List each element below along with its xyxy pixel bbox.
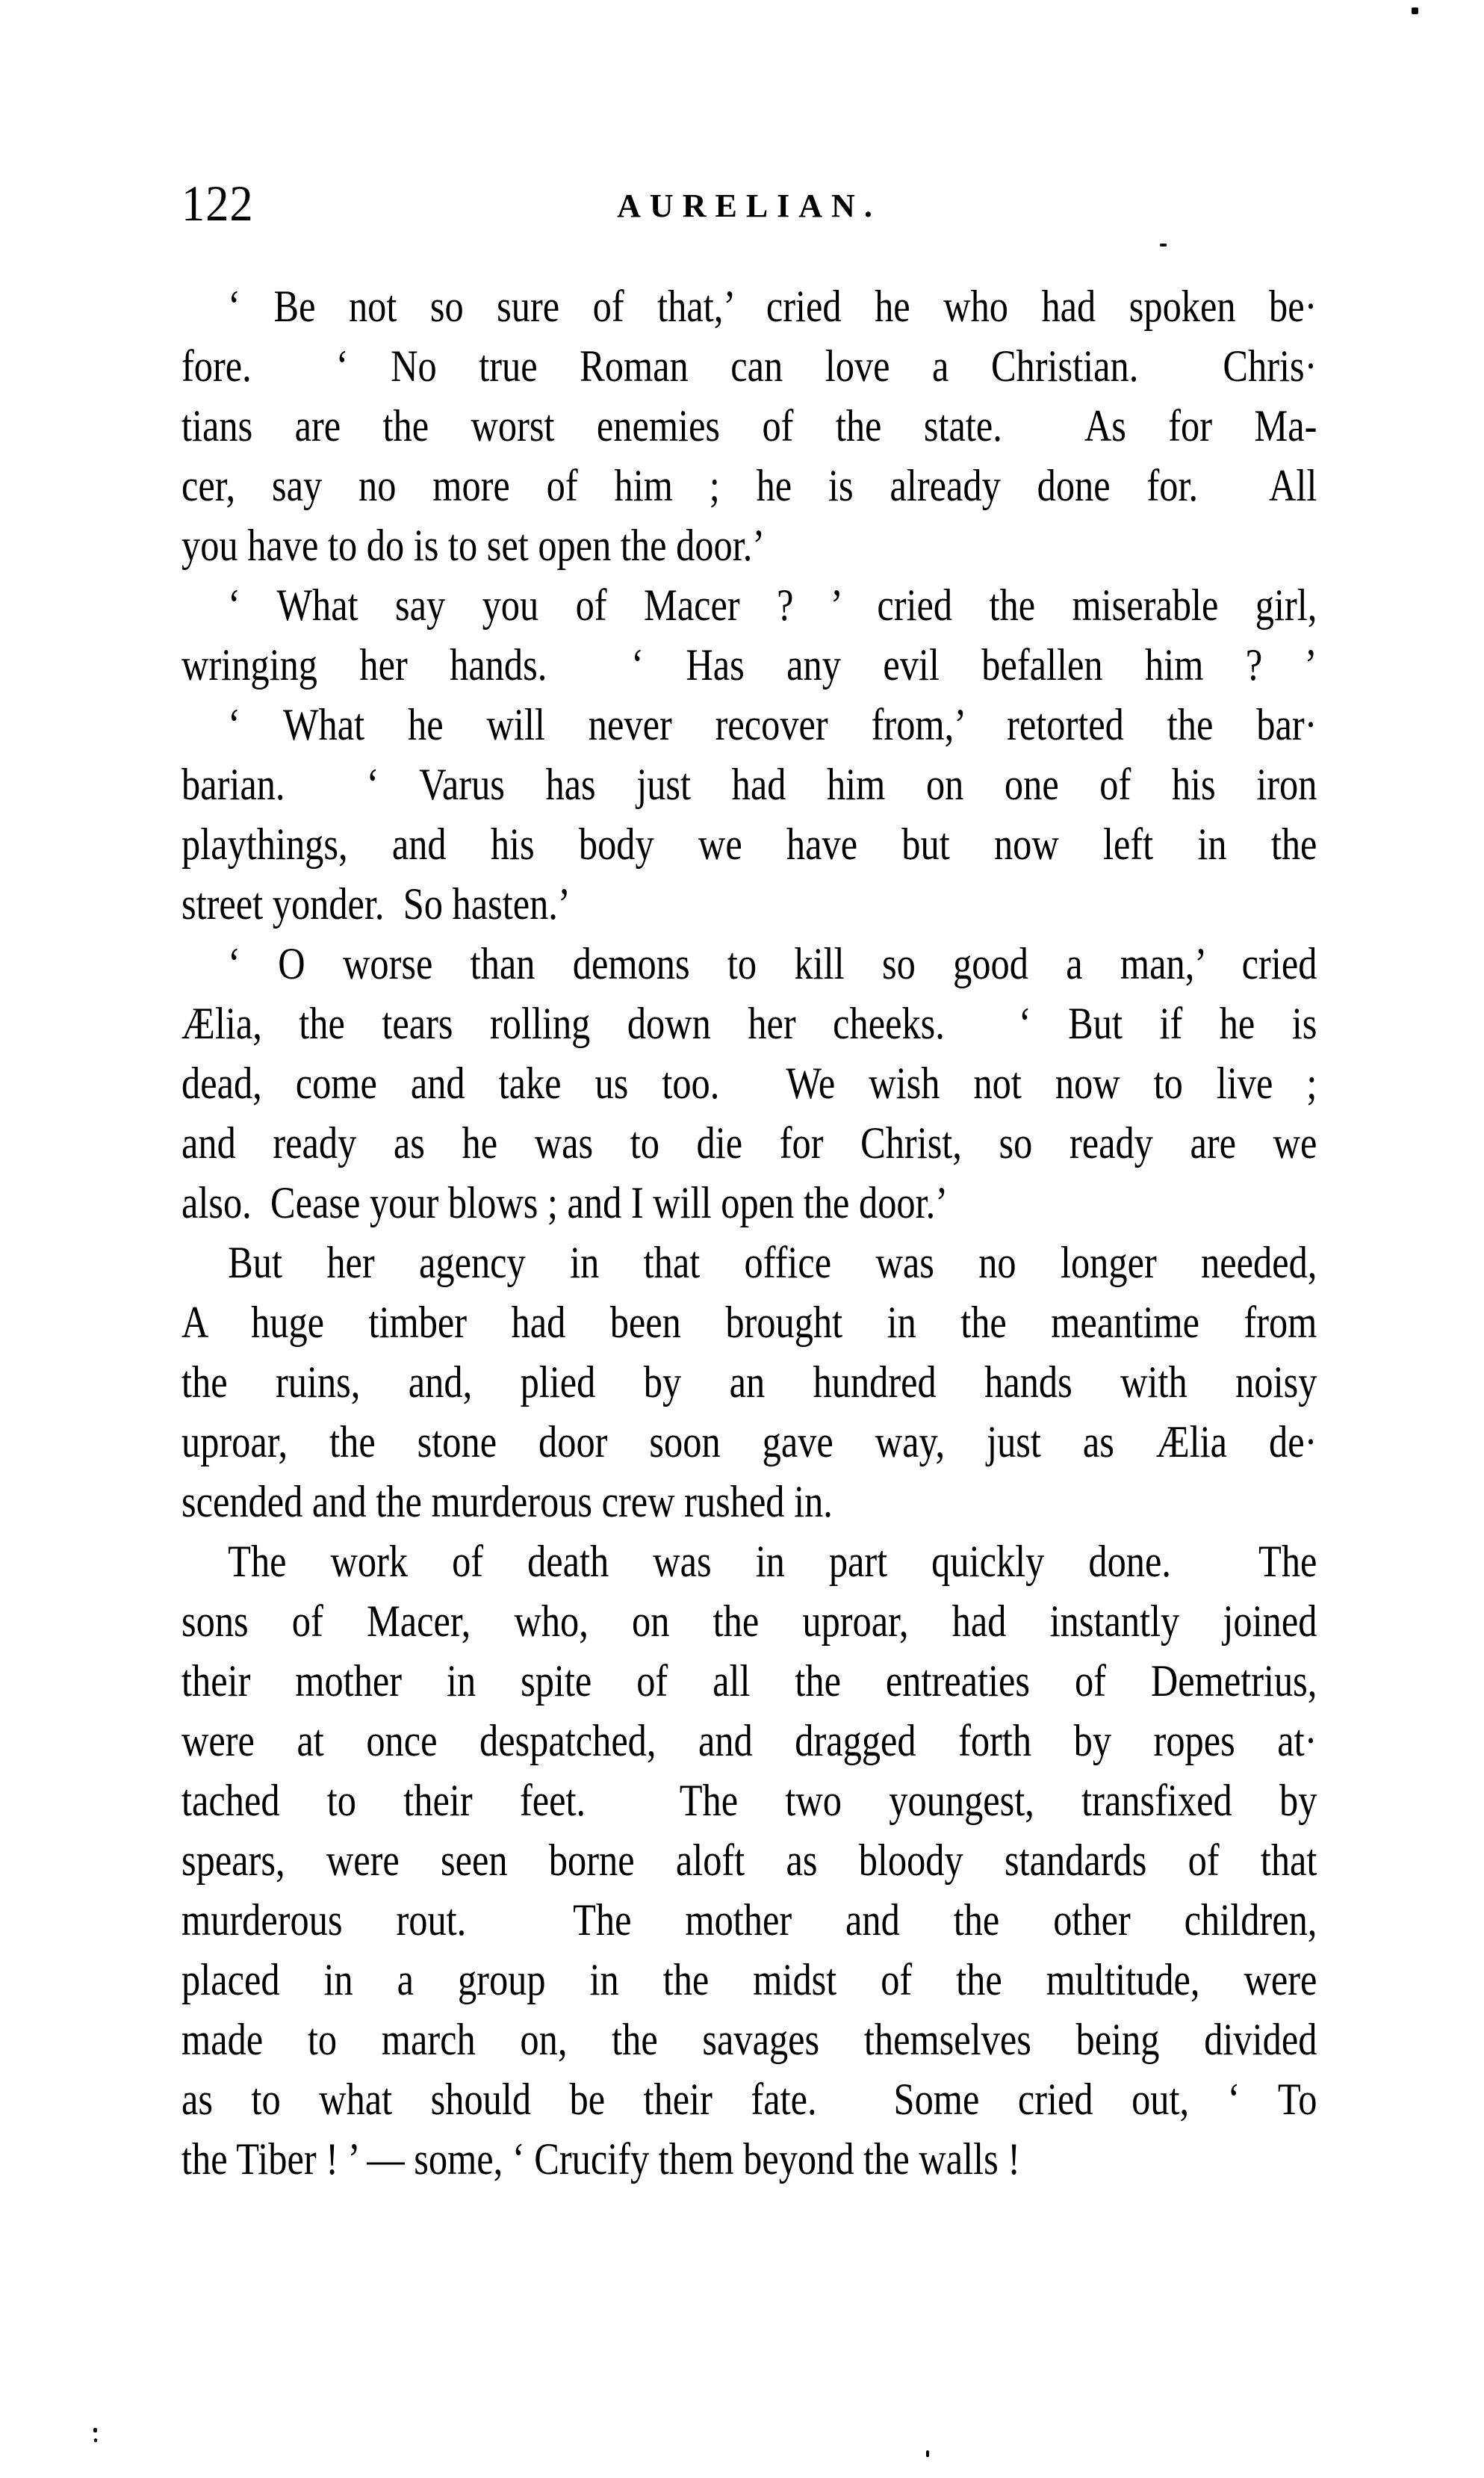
text-line: dead, come and take us too. We wish not now to live ; xyxy=(181,1059,1317,1108)
text-line: fore. ‘ No true Roman can love a Christian. Chris· xyxy=(181,341,1317,391)
text-line: Ælia, the tears rolling down her cheeks. ‘ But if he is xyxy=(181,999,1317,1048)
text-line: you have to do is to set open the door.’ xyxy=(181,521,766,570)
text-line: ‘ What say you of Macer ? ’ cried the miserable girl, xyxy=(228,580,1317,630)
text-line: and ready as he was to die for Christ, so ready are we xyxy=(181,1118,1317,1168)
text-line: as to what should be their fate. Some cried out, ‘ To xyxy=(181,2075,1317,2124)
text-line: uproar, the stone door soon gave way, just as Ælia de· xyxy=(181,1417,1317,1466)
scan-speck xyxy=(93,2428,97,2432)
text-line: playthings, and his body we have but now left in the xyxy=(181,820,1317,869)
page-number: 122 xyxy=(181,175,254,232)
text-line: cer, say no more of him ; he is already done for. All xyxy=(181,461,1317,510)
text-line: also. Cease your blows ; and I will open the door.’ xyxy=(181,1178,949,1227)
text-line: A huge timber had been brought in the meantime from xyxy=(181,1298,1317,1347)
text-line: murderous rout. The mother and the other children, xyxy=(181,1895,1317,1945)
text-line: ‘ Be not so sure of that,’ cried he who had spoken be· xyxy=(228,282,1317,331)
scan-speck xyxy=(1412,7,1418,14)
text-line: the Tiber ! ’ — some, ‘ Crucify them beyond the walls ! xyxy=(181,2134,1021,2184)
text-line: ‘ What he will never recover from,’ retorted the bar· xyxy=(228,700,1317,749)
body-text xyxy=(181,276,1484,2189)
text-line: barian. ‘ Varus has just had him on one of his iron xyxy=(181,760,1317,809)
text-line: The work of death was in part quickly done. The xyxy=(228,1537,1317,1586)
running-header: AURELIAN. xyxy=(617,188,881,224)
text-line: were at once despatched, and dragged forth by ropes at· xyxy=(181,1716,1317,1765)
text-line: tached to their feet. The two youngest, transfixed by xyxy=(181,1776,1317,1825)
text-line: But her agency in that office was no longer needed, xyxy=(228,1238,1317,1287)
text-line: ‘ O worse than demons to kill so good a man,’ cried xyxy=(228,939,1317,988)
scan-speck xyxy=(1160,244,1167,247)
scan-speck xyxy=(94,2438,97,2442)
text-line: spears, were seen borne aloft as bloody standards of that xyxy=(181,1836,1317,1885)
text-line: placed in a group in the midst of the multitude, were xyxy=(181,1955,1317,2004)
text-line: the ruins, and, plied by an hundred hands with noisy xyxy=(181,1357,1317,1407)
text-line: street yonder. So hasten.’ xyxy=(181,879,571,929)
text-line: sons of Macer, who, on the uproar, had instantly joined xyxy=(181,1596,1317,1646)
text-line: wringing her hands. ‘ Has any evil befallen him ? ’ xyxy=(181,640,1317,690)
text-line: their mother in spite of all the entreaties of Demetrius, xyxy=(181,1656,1317,1706)
text-line: scended and the murderous crew rushed in. xyxy=(181,1477,833,1526)
text-line: tians are the worst enemies of the state. As for Ma- xyxy=(181,401,1317,450)
text-line: made to march on, the savages themselves being divided xyxy=(181,2015,1317,2064)
scan-speck xyxy=(926,2450,929,2457)
